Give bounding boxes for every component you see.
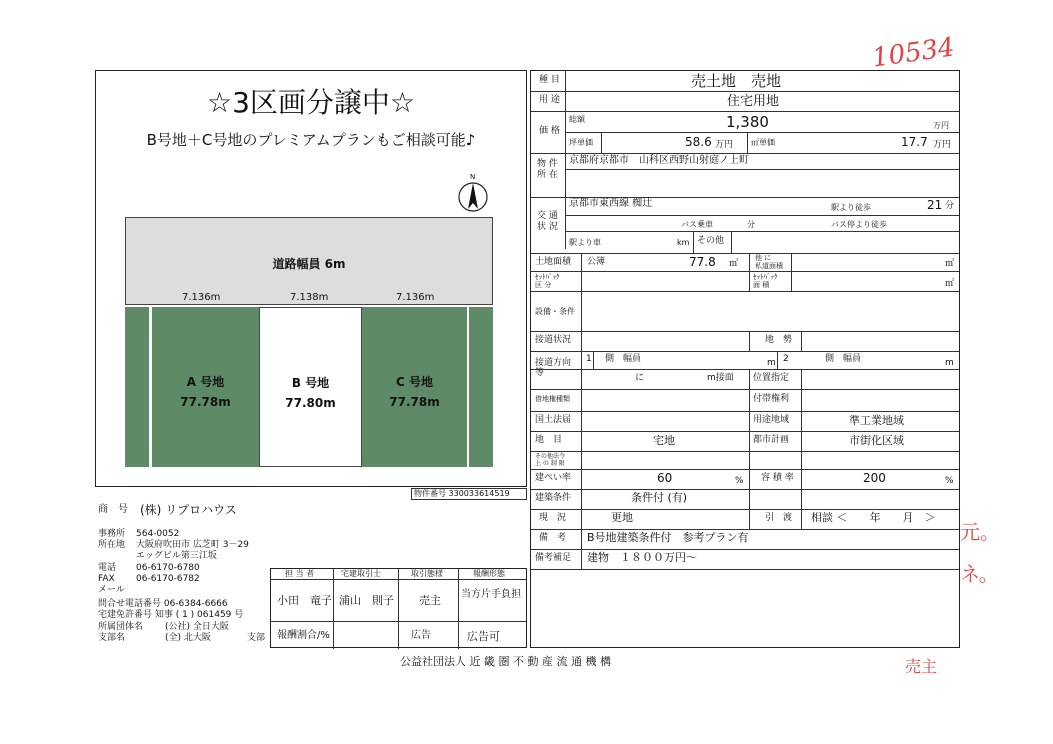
type-label: 種 目 [539, 75, 560, 85]
build-condition-value: 条件付 (有) [631, 491, 688, 504]
status-label: 現 況 [539, 513, 567, 523]
direction-1-no: 1 [586, 354, 592, 364]
tel-label: 電話 [98, 563, 117, 573]
lot-a [152, 307, 259, 467]
city-plan-value: 市街化区域 [849, 434, 904, 447]
trade-name: (株) リプロハウス [140, 503, 237, 517]
lot-c-name: C 号地 [396, 375, 433, 389]
trade-label: 商 号 [98, 504, 128, 515]
mail-label: メール [98, 585, 125, 595]
land-area-type: 公簿 [587, 257, 606, 267]
contact-ni: に [635, 373, 645, 383]
far-value: 200 [863, 471, 886, 485]
station-line: 京都市東西線 椥辻 [569, 198, 653, 209]
license-number: 宅建免許番号 知事 ( 1 ) 061459 号 [98, 610, 244, 620]
office-label: 事務所 [98, 529, 126, 539]
position-designation-label: 位置指定 [753, 373, 790, 383]
coverage-unit: % [735, 476, 744, 486]
direction-1-unit: m [767, 358, 776, 368]
north-label: N [470, 173, 476, 181]
road-label: 道路幅員 6m [272, 257, 346, 271]
staff-broker: 浦山 則子 [339, 594, 394, 607]
property-sheet [530, 70, 960, 648]
delivery-value: 相談 ＜ 年 月 ＞ [811, 511, 936, 524]
type-value: 売土地 売地 [691, 72, 782, 90]
lot-c [362, 307, 467, 467]
coverage-label: 建ぺい率 [535, 473, 572, 483]
build-condition-label: 建築条件 [535, 493, 572, 503]
tsubo-unit: 万円 [715, 140, 734, 150]
sqm-price-label: ㎡単価 [751, 138, 775, 147]
setback-label: ｾｯﾄﾊﾞｯｸ 区 分 [535, 273, 560, 289]
ad-label: 広告 [411, 630, 431, 641]
direction-2: 側 幅員 [825, 354, 862, 364]
property-number: 物件番号 330033614519 [411, 488, 527, 500]
other-label: その他 [697, 236, 725, 246]
org-label: 所属団体名 [98, 622, 144, 632]
location-label: 物 件 所 在 [537, 159, 558, 180]
note-value: B号地建築条件付 参考プラン有 [587, 531, 749, 544]
sqm-price-unit: 万円 [933, 140, 952, 150]
staff-transaction: 売主 [419, 594, 441, 607]
total-value: 1,380 [726, 113, 769, 131]
private-road-label: 他 に 私道面積 [755, 254, 783, 270]
footer-org: 公益社団法人 近 畿 圏 不 動 産 流 通 機 構 [400, 655, 611, 668]
setback-area-unit: ㎡ [945, 279, 955, 289]
note2-value: 建物 １８００万円～ [587, 551, 697, 564]
bus-walk-label: バス停より徒歩 [831, 220, 887, 229]
adjacent-lot-left [125, 307, 149, 467]
setback-area-label: ｾｯﾄﾊﾞｯｸ 面 積 [753, 273, 778, 289]
flyer-headline: ☆3区画分譲中☆ [206, 86, 416, 119]
fax-label: FAX [98, 574, 115, 584]
note2-label: 備考補足 [535, 553, 572, 563]
address-line-1: 大阪府吹田市 広芝町 3－29 [136, 540, 249, 550]
staff-header-4: 報酬形態 [473, 569, 505, 578]
far-label: 容 積 率 [761, 473, 794, 483]
branch-suffix: 支部 [247, 633, 266, 643]
land-area-unit: ㎡ [729, 259, 739, 269]
note-label: 備 考 [539, 533, 567, 543]
category-value: 宅地 [653, 434, 675, 447]
fee-ratio-label: 報酬割合/% [277, 630, 330, 641]
private-road-unit: ㎡ [945, 259, 955, 269]
staff-header-2: 宅建取引士 [341, 569, 381, 578]
lease-label: 借地権種類 [535, 395, 570, 403]
status-value: 更地 [611, 511, 633, 524]
contact-width: m接面 [707, 373, 734, 383]
coverage-value: 60 [657, 471, 673, 485]
staff-fee: 当方片手負担 [461, 589, 521, 600]
address-label: 所在地 [98, 540, 126, 550]
flyer-panel [95, 70, 527, 487]
car-label: 駅より車 [569, 238, 601, 247]
city-plan-label: 都市計画 [753, 435, 790, 445]
direction-2-no: 2 [783, 354, 789, 364]
land-area-label: 土地面積 [535, 257, 572, 267]
bus-ride-label: バス乗車 [681, 220, 713, 229]
lot-b-area: 77.80m [285, 396, 336, 410]
lot-a-name: A 号地 [186, 375, 225, 389]
other-limit-label: その他法令 上 の 制 限 [535, 453, 566, 467]
total-label: 総額 [569, 115, 585, 124]
facilities-label: 設備・条件 [535, 307, 575, 316]
road-contact-label: 接道状況 [535, 335, 572, 345]
org-name: (公社) 全日大阪 [165, 622, 229, 632]
total-unit: 万円 [933, 121, 949, 130]
fax-number: 06-6170-6782 [136, 574, 200, 584]
land-law-label: 国土法届 [535, 415, 572, 425]
address-line-2: エッグビル第三江坂 [136, 551, 217, 561]
far-unit: % [945, 476, 954, 486]
handwritten-mark-1: 元。 [960, 520, 1000, 544]
car-km-unit: km [677, 238, 690, 247]
category-label: 地 目 [535, 435, 563, 445]
walk-unit: 分 [945, 201, 955, 211]
inquiry-phone: 問合せ電話番号 06-6384-6666 [98, 599, 228, 609]
handwritten-mark-2: ネ。 [960, 562, 999, 586]
walk-label: 駅より徒歩 [831, 203, 871, 212]
lot-b-name: B 号地 [291, 376, 330, 390]
staff-header-3: 取引態様 [411, 569, 443, 578]
handwritten-mark-3: 売主 [905, 657, 938, 676]
price-label: 価 格 [539, 126, 560, 136]
staff-header-1: 担 当 者 [285, 569, 315, 578]
attached-rights-label: 付帯権利 [753, 394, 790, 404]
tel-number: 06-6170-6780 [136, 563, 200, 573]
frontage-c: 7.136m [396, 292, 435, 303]
handwritten-id: 10534 [870, 32, 957, 74]
delivery-label: 引 渡 [765, 513, 793, 523]
flyer-subheadline: B号地＋C号地のプレミアムプランもご相談可能♪ [146, 131, 476, 149]
lot-a-area: 77.78m [180, 395, 231, 409]
traffic-label: 交 通 状 況 [537, 211, 558, 232]
land-area-value: 77.8 [689, 255, 716, 269]
lot-b [259, 307, 362, 467]
zoning-label: 用途地域 [753, 415, 790, 425]
walk-value: 21 [927, 198, 943, 212]
branch-name: (全) 北大阪 [165, 633, 211, 643]
tsubo-value: 58.6 [685, 135, 712, 149]
branch-label: 支部名 [98, 633, 126, 643]
staff-person: 小田 竜子 [277, 594, 332, 607]
direction-2-unit: m [945, 358, 954, 368]
frontage-b: 7.138m [290, 292, 329, 303]
staff-table [270, 568, 527, 648]
lot-c-area: 77.78m [389, 395, 440, 409]
adjacent-lot-right [469, 307, 493, 467]
use-label: 用 途 [539, 95, 560, 105]
bus-minutes-unit: 分 [747, 220, 755, 229]
tsubo-label: 坪単価 [569, 138, 593, 147]
frontage-a: 7.136m [182, 292, 221, 303]
use-value: 住宅用地 [727, 94, 780, 109]
sqm-price-value: 17.7 [901, 135, 928, 149]
location-value: 京都府京都市 山科区西野山射庭ノ上町 [569, 155, 749, 166]
zoning-value: 準工業地域 [849, 414, 904, 427]
terrain-label: 地 勢 [765, 335, 793, 345]
postal-code: 564-0052 [136, 529, 180, 539]
ad-value: 広告可 [467, 630, 500, 643]
direction-label: 接道方向 等 [535, 358, 572, 378]
direction-1: 側 幅員 [605, 354, 642, 364]
